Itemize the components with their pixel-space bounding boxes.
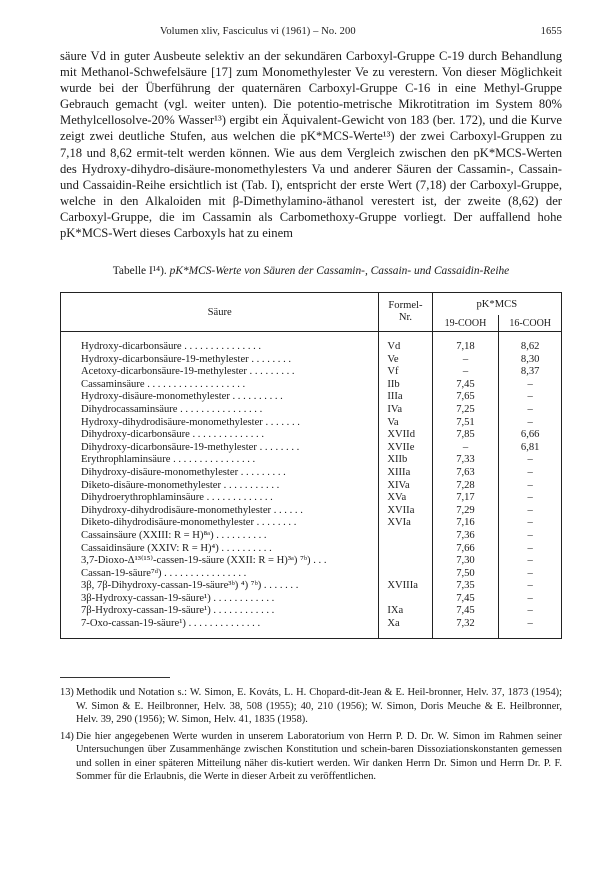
table-row [61, 391, 562, 404]
pk-16-cooh-cell: 6,66 [499, 429, 562, 442]
table-row [61, 417, 562, 430]
acid-name-cell: Hydroxy-dihydrodisäure-monomethylester . . . . . . . [61, 417, 379, 430]
formel-cell: XIIIa [379, 467, 432, 480]
footnote-13 [60, 686, 562, 727]
header-acid: Säure [61, 293, 379, 332]
pk-16-cooh-cell: 6,81 [499, 442, 562, 455]
pk-16-cooh-cell: – [499, 605, 562, 618]
pk-16-cooh-cell: – [499, 467, 562, 480]
pk-16-cooh-cell: – [499, 505, 562, 518]
acid-name-cell: 7-Oxo-cassan-19-säure¹) . . . . . . . . . . . . . . [61, 618, 379, 638]
table-row [61, 332, 562, 354]
pk-16-cooh-cell: 8,62 [499, 332, 562, 354]
table-row [61, 530, 562, 543]
table-row [61, 404, 562, 417]
formel-cell: Xa [379, 618, 432, 638]
formel-cell: IVa [379, 404, 432, 417]
pk-19-cooh-cell: 7,50 [432, 568, 499, 581]
table-row [61, 480, 562, 493]
pk-19-cooh-cell: 7,85 [432, 429, 499, 442]
footnote-text: Methodik und Notation s.: W. Simon, E. Kováts, L. H. Chopard-dit-Jean & E. Heil-bronner, Helv. 37, 1873 (1954); W. Simon & E. Heilbronner, Helv. 38, 508 (1955); 40, 210 (1956); W. Simon, Doris Meuche & E. Heilbronner, Helv. 39, 290 (1956); W. Simon, Helv. 41, 1835 (1958). [76, 687, 562, 725]
table-row [61, 354, 562, 367]
pk-16-cooh-cell: – [499, 555, 562, 568]
body-paragraph: säure Vd in guter Ausbeute selektiv an der sekundären Carboxyl-Gruppe C-19 durch Behandlung mit Methanol-Schwefelsäure [17] zum Monomethylester Ve zu verestern. Von dieser Möglichkeit wurde bei der Überführung der quaternären Carboxyl-Gruppe C-16 in eine Methyl-Gruppe Gebrauch gemacht (vgl. weiter unten). Die potentio-metrische Mikrotitration im System 80% Methylcellosolve-20% Wasser¹³) ergibt ein Äquivalent-Gewicht von 183 (ber. 172), und die Kurve zeigt zwei deutliche Stufen, aus welchen die pK*MCS-Werte¹³) der zwei Carboxyl-Gruppen zu 7,18 und 8,62 ermit-telt werden können. Wie aus dem Vergleich zwischen den pK*MCS-Werten des Hydroxy-dihydro-disäure-monomethylesters Va und anderer Säuren der Cassamin-, Cassain- und Cassaidin-Reihe ersichtlich ist (Tab. I), entspricht der erste Wert (7,18) der Carboxyl-Gruppe, welche in den Alkaloiden mit β-Dimethylamino-äthanol verestert ist, der zweite (8,62) der Carboxyl-Gruppe, die im Cassamin als Carbomethoxy-Gruppe vorliegt. Der auffallend hohe pK*MCS-Wert dieses Carboxyls hat zu einem [60, 49, 562, 241]
formel-cell: Va [379, 417, 432, 430]
acid-name-cell: Erythrophlaminsäure . . . . . . . . . . . . . . . . [61, 454, 379, 467]
pk-16-cooh-cell: – [499, 593, 562, 606]
pk-16-cooh-cell: – [499, 530, 562, 543]
acid-name-cell: Cassan-19-säure⁷ᵈ) . . . . . . . . . . . . . . . . [61, 568, 379, 581]
table-row [61, 580, 562, 593]
header-pk: pK*MCS [432, 293, 561, 316]
footnote-number: 13) [60, 687, 74, 698]
pk-19-cooh-cell: 7,63 [432, 467, 499, 480]
pk-19-cooh-cell: 7,28 [432, 480, 499, 493]
page-number: 1655 [540, 26, 562, 37]
acid-name-cell: Diketo-disäure-monomethylester . . . . . . . . . . . [61, 480, 379, 493]
pk-19-cooh-cell: – [432, 366, 499, 379]
pk-19-cooh-cell: 7,36 [432, 530, 499, 543]
table-row [61, 568, 562, 581]
table-row [61, 543, 562, 556]
pk-16-cooh-cell: – [499, 379, 562, 392]
formel-cell: XVa [379, 492, 432, 505]
pk-19-cooh-cell: – [432, 354, 499, 367]
acid-name-cell: Dihydroxy-disäure-monomethylester . . . . . . . . . [61, 467, 379, 480]
formel-cell: Vf [379, 366, 432, 379]
formel-cell [379, 568, 432, 581]
acid-name-cell: Hydroxy-dicarbonsäure . . . . . . . . . . . . . . . [61, 332, 379, 354]
pk-19-cooh-cell: 7,51 [432, 417, 499, 430]
table-row [61, 454, 562, 467]
formel-cell [379, 543, 432, 556]
pk-16-cooh-cell: – [499, 618, 562, 638]
pk-16-cooh-cell: – [499, 404, 562, 417]
acid-name-cell: 3β-Hydroxy-cassan-19-säure¹) . . . . . . . . . . . . [61, 593, 379, 606]
table-row [61, 467, 562, 480]
acid-name-cell: 3β, 7β-Dihydroxy-cassan-19-säure³ᵇ) ⁴) ⁷ᵇ) . . . . . . . [61, 580, 379, 593]
pk-19-cooh-cell: 7,17 [432, 492, 499, 505]
acid-name-cell: 7β-Hydroxy-cassan-19-säure¹) . . . . . . . . . . . . [61, 605, 379, 618]
footnotes [60, 686, 562, 787]
pk-19-cooh-cell: 7,30 [432, 555, 499, 568]
header-16-cooh: 16-COOH [499, 315, 562, 332]
table-body [61, 332, 562, 639]
footnote-text: Die hier angegebenen Werte wurden in unserem Laboratorium von Herrn P. D. Dr. W. Simon im Rahmen seiner Untersuchungen über Zusammenhänge zwischen Konstitution und schein-baren Dissoziationskonstanten gemessen und sollen in einer späteren Mitteilung näher dis-kutiert werden. Wir danken Herrn Dr. Simon und Herrn Dr. P. F. Sommer für die Erlaubnis, die Werte in dieser Arbeit zu veröffentlichen. [76, 730, 562, 782]
pk-19-cooh-cell: 7,45 [432, 379, 499, 392]
pk-16-cooh-cell: – [499, 480, 562, 493]
acid-name-cell: Hydroxy-dicarbonsäure-19-methylester . . . . . . . . [61, 354, 379, 367]
pk-19-cooh-cell: 7,25 [432, 404, 499, 417]
pk-19-cooh-cell: 7,45 [432, 605, 499, 618]
formel-cell: XVIId [379, 429, 432, 442]
acid-name-cell: Acetoxy-dicarbonsäure-19-methylester . . . . . . . . . [61, 366, 379, 379]
table-row [61, 618, 562, 638]
pk-16-cooh-cell: 8,30 [499, 354, 562, 367]
table-header [61, 293, 562, 332]
table-row [61, 593, 562, 606]
pk-19-cooh-cell: 7,66 [432, 543, 499, 556]
acid-name-cell: Cassaminsäure . . . . . . . . . . . . . . . . . . . [61, 379, 379, 392]
acid-name-cell: Dihydroxy-dicarbonsäure . . . . . . . . . . . . . . [61, 429, 379, 442]
pk-16-cooh-cell: – [499, 580, 562, 593]
formel-cell: Ve [379, 354, 432, 367]
footnote-rule [60, 677, 170, 678]
acid-name-cell: Hydroxy-disäure-monomethylester . . . . . . . . . . [61, 391, 379, 404]
footnote-number: 14) [60, 730, 74, 742]
acid-name-cell: Dihydrocassaminsäure . . . . . . . . . . . . . . . . [61, 404, 379, 417]
formel-cell: XVIIa [379, 505, 432, 518]
acid-name-cell: Dihydroxy-dihydrodisäure-monomethylester . . . . . . [61, 505, 379, 518]
pk-19-cooh-cell: 7,29 [432, 505, 499, 518]
header-formel: Formel- Nr. [379, 293, 432, 332]
formel-cell: IIIa [379, 391, 432, 404]
table-row [61, 517, 562, 530]
pk-19-cooh-cell: 7,16 [432, 517, 499, 530]
pk-19-cooh-cell: – [432, 442, 499, 455]
pk-16-cooh-cell: – [499, 568, 562, 581]
formel-cell [379, 593, 432, 606]
table-row [61, 429, 562, 442]
formel-cell [379, 555, 432, 568]
table-caption-title: pK*MCS-Werte von Säuren der Cassamin-, Cassain- und Cassaidin-Reihe [169, 265, 510, 277]
pk-16-cooh-cell: 8,37 [499, 366, 562, 379]
table-row [61, 555, 562, 568]
pk-19-cooh-cell: 7,65 [432, 391, 499, 404]
pk-values-table [60, 292, 562, 639]
acid-name-cell: Dihydroxy-dicarbonsäure-19-methylester . . . . . . . . [61, 442, 379, 455]
acid-name-cell: 3,7-Dioxo-Δ¹³⁽¹⁵⁾-cassen-19-säure (XXII: R = H)³ᵃ) ⁷ᵇ) . . . [61, 555, 379, 568]
formel-cell: XVIIe [379, 442, 432, 455]
pk-16-cooh-cell: – [499, 417, 562, 430]
pk-16-cooh-cell: – [499, 517, 562, 530]
acid-name-cell: Cassainsäure (XXIII: R = H)⁸ᵃ) . . . . . . . . . . [61, 530, 379, 543]
formel-cell: XIVa [379, 480, 432, 493]
pk-16-cooh-cell: – [499, 391, 562, 404]
pk-19-cooh-cell: 7,45 [432, 593, 499, 606]
table-row [61, 379, 562, 392]
table-caption-number: Tabelle I¹⁴). [112, 265, 167, 277]
body-text [60, 48, 562, 241]
header-19-cooh: 19-COOH [432, 315, 499, 332]
acid-name-cell: Diketo-dihydrodisäure-monomethylester . . . . . . . . [61, 517, 379, 530]
table-caption [60, 265, 562, 277]
formel-cell [379, 530, 432, 543]
pk-19-cooh-cell: 7,35 [432, 580, 499, 593]
acid-name-cell: Dihydroerythrophlaminsäure . . . . . . . . . . . . . [61, 492, 379, 505]
pk-16-cooh-cell: – [499, 492, 562, 505]
pk-19-cooh-cell: 7,18 [432, 332, 499, 354]
pk-16-cooh-cell: – [499, 543, 562, 556]
running-head-text: Volumen xliv, Fasciculus vi (1961) – No. 200 [160, 26, 356, 37]
pk-19-cooh-cell: 7,33 [432, 454, 499, 467]
table-row [61, 366, 562, 379]
pk-16-cooh-cell: – [499, 454, 562, 467]
footnote-14 [60, 730, 562, 784]
pk-19-cooh-cell: 7,32 [432, 618, 499, 638]
formel-cell: XVIIIa [379, 580, 432, 593]
table-row [61, 442, 562, 455]
acid-name-cell: Cassaidinsäure (XXIV: R = H)⁴) . . . . . . . . . . [61, 543, 379, 556]
table-row [61, 505, 562, 518]
formel-cell: Vd [379, 332, 432, 354]
formel-cell: XIIb [379, 454, 432, 467]
table-row [61, 492, 562, 505]
table-row [61, 605, 562, 618]
formel-cell: IIb [379, 379, 432, 392]
formel-cell: XVIa [379, 517, 432, 530]
formel-cell: IXa [379, 605, 432, 618]
